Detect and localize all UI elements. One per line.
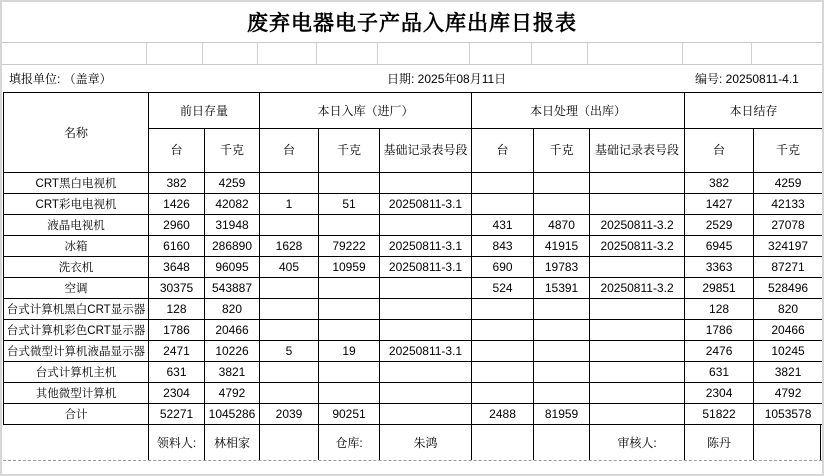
value-cell[interactable]	[534, 173, 590, 194]
value-cell[interactable]: 81959	[534, 404, 590, 425]
value-cell[interactable]: 1	[260, 194, 319, 215]
table-row	[4, 320, 823, 341]
value-cell[interactable]: 4870	[534, 215, 590, 236]
value-cell[interactable]: 4792	[754, 383, 823, 404]
value-cell[interactable]	[534, 341, 590, 362]
value-cell[interactable]	[472, 383, 534, 404]
value-cell[interactable]	[534, 299, 590, 320]
value-cell[interactable]: 524	[472, 278, 534, 299]
value-cell[interactable]	[260, 362, 319, 383]
value-cell[interactable]	[380, 173, 472, 194]
value-cell[interactable]: 2304	[149, 383, 205, 404]
value-cell[interactable]	[472, 194, 534, 215]
header-group-row	[4, 93, 823, 129]
value-cell[interactable]: 820	[205, 299, 260, 320]
subheader-units[interactable]: 台	[260, 129, 319, 173]
value-cell[interactable]: 87271	[754, 257, 823, 278]
value-cell[interactable]: 324197	[754, 236, 823, 257]
value-cell[interactable]	[534, 383, 590, 404]
report-table	[3, 92, 823, 425]
table-row	[4, 299, 823, 320]
value-cell[interactable]: 431	[472, 215, 534, 236]
table-row	[4, 341, 823, 362]
value-cell[interactable]: 382	[149, 173, 205, 194]
signature-row	[3, 425, 822, 461]
value-cell[interactable]: 10245	[754, 341, 823, 362]
value-cell[interactable]: 2039	[260, 404, 319, 425]
value-cell[interactable]: 19	[319, 341, 380, 362]
spacer-cell	[147, 43, 203, 64]
value-cell[interactable]	[590, 341, 685, 362]
value-cell[interactable]	[260, 173, 319, 194]
header-name[interactable]: 名称	[4, 93, 149, 173]
subheader-kg[interactable]: 千克	[319, 129, 380, 173]
value-cell[interactable]: 3363	[685, 257, 754, 278]
spacer-cell	[683, 43, 752, 64]
signature-empty-cell	[753, 425, 821, 460]
value-cell[interactable]: 843	[472, 236, 534, 257]
value-cell[interactable]	[534, 362, 590, 383]
spacer-cell	[258, 43, 317, 64]
value-cell[interactable]	[380, 320, 472, 341]
value-cell[interactable]: 20250811-3.1	[380, 257, 472, 278]
warehouse-label[interactable]: 仓库:	[318, 425, 379, 460]
value-cell[interactable]	[472, 362, 534, 383]
product-name-cell[interactable]: 液晶电视机	[4, 215, 149, 236]
table-row	[4, 194, 823, 215]
value-cell[interactable]: 20250811-3.2	[590, 215, 685, 236]
value-cell[interactable]	[319, 215, 380, 236]
value-cell[interactable]: 10226	[205, 341, 260, 362]
product-name-cell[interactable]: 台式微型计算机液晶显示器	[4, 341, 149, 362]
value-cell[interactable]: 820	[754, 299, 823, 320]
subheader-record-range[interactable]: 基础记录表号段	[590, 129, 685, 173]
value-cell[interactable]: 30375	[149, 278, 205, 299]
value-cell[interactable]	[590, 173, 685, 194]
value-cell[interactable]	[319, 173, 380, 194]
reporting-unit-label[interactable]: 填报单位: （盖章）	[9, 72, 112, 86]
value-cell[interactable]: 3821	[205, 362, 260, 383]
subheader-units[interactable]: 台	[472, 129, 534, 173]
value-cell[interactable]	[380, 299, 472, 320]
value-cell[interactable]: 5	[260, 341, 319, 362]
value-cell[interactable]: 20250811-3.2	[590, 236, 685, 257]
value-cell[interactable]: 631	[685, 362, 754, 383]
value-cell[interactable]: 51	[319, 194, 380, 215]
value-cell[interactable]: 41915	[534, 236, 590, 257]
product-name-cell[interactable]: 台式计算机黑白CRT显示器	[4, 299, 149, 320]
value-cell[interactable]	[260, 278, 319, 299]
signature-empty-cell	[533, 425, 589, 460]
value-cell[interactable]	[260, 320, 319, 341]
spacer-cell	[752, 43, 820, 64]
value-cell[interactable]: 3648	[149, 257, 205, 278]
value-cell[interactable]	[380, 362, 472, 383]
value-cell[interactable]: 19783	[534, 257, 590, 278]
gridline-spacer-row	[2, 43, 822, 65]
value-cell[interactable]: 631	[149, 362, 205, 383]
value-cell[interactable]: 20250811-3.1	[380, 236, 472, 257]
value-cell[interactable]: 20250811-3.1	[380, 341, 472, 362]
table-row	[4, 278, 823, 299]
value-cell[interactable]: 96095	[205, 257, 260, 278]
value-cell[interactable]: 286890	[205, 236, 260, 257]
value-cell[interactable]: 2471	[149, 341, 205, 362]
value-cell[interactable]	[380, 215, 472, 236]
value-cell[interactable]	[590, 257, 685, 278]
value-cell[interactable]	[380, 404, 472, 425]
value-cell[interactable]	[590, 299, 685, 320]
report-table-body	[4, 173, 823, 425]
value-cell[interactable]	[534, 320, 590, 341]
report-number[interactable]: 编号: 20250811-4.1	[695, 72, 799, 86]
value-cell[interactable]: 382	[685, 173, 754, 194]
value-cell[interactable]: 2960	[149, 215, 205, 236]
value-cell[interactable]: 20250811-3.2	[590, 278, 685, 299]
value-cell[interactable]: 2488	[472, 404, 534, 425]
product-name-cell[interactable]: 空调	[4, 278, 149, 299]
signature-empty-cell	[471, 425, 533, 460]
value-cell[interactable]: 52271	[149, 404, 205, 425]
subheader-units[interactable]: 台	[685, 129, 754, 173]
header-group-ending-stock[interactable]: 本日结存	[685, 93, 823, 129]
value-cell[interactable]: 10959	[319, 257, 380, 278]
value-cell[interactable]: 690	[472, 257, 534, 278]
value-cell[interactable]	[260, 299, 319, 320]
value-cell[interactable]: 42082	[205, 194, 260, 215]
value-cell[interactable]: 2529	[685, 215, 754, 236]
value-cell[interactable]	[472, 299, 534, 320]
value-cell[interactable]: 31948	[205, 215, 260, 236]
value-cell[interactable]	[319, 299, 380, 320]
value-cell[interactable]	[534, 194, 590, 215]
value-cell[interactable]	[472, 173, 534, 194]
signature-empty-cell	[259, 425, 318, 460]
title-row	[2, 2, 822, 43]
value-cell[interactable]: 1045286	[205, 404, 260, 425]
value-cell[interactable]: 128	[149, 299, 205, 320]
value-cell[interactable]: 1786	[685, 320, 754, 341]
value-cell[interactable]	[319, 320, 380, 341]
value-cell[interactable]: 1786	[149, 320, 205, 341]
value-cell[interactable]: 20250811-3.1	[380, 194, 472, 215]
value-cell[interactable]: 42133	[754, 194, 823, 215]
table-row	[4, 173, 823, 194]
value-cell[interactable]: 2476	[685, 341, 754, 362]
header-group-previous-stock[interactable]: 前日存量	[149, 93, 260, 129]
spacer-cell	[317, 43, 378, 64]
value-cell[interactable]: 405	[260, 257, 319, 278]
value-cell[interactable]	[260, 383, 319, 404]
value-cell[interactable]: 79222	[319, 236, 380, 257]
subheader-kg[interactable]: 千克	[754, 129, 823, 173]
table-row	[4, 215, 823, 236]
subheader-kg[interactable]: 千克	[205, 129, 260, 173]
value-cell[interactable]	[590, 362, 685, 383]
spacer-cell	[470, 43, 532, 64]
product-name-cell[interactable]: CRT黑白电视机	[4, 173, 149, 194]
value-cell[interactable]: 1628	[260, 236, 319, 257]
value-cell[interactable]: 2304	[685, 383, 754, 404]
product-name-cell[interactable]: 台式计算机彩色CRT显示器	[4, 320, 149, 341]
value-cell[interactable]: 29851	[685, 278, 754, 299]
value-cell[interactable]: 15391	[534, 278, 590, 299]
value-cell[interactable]	[260, 215, 319, 236]
value-cell[interactable]	[590, 194, 685, 215]
info-row	[2, 65, 822, 92]
table-row	[4, 404, 823, 425]
product-name-cell[interactable]: 台式计算机主机	[4, 362, 149, 383]
spacer-cell	[2, 43, 147, 64]
table-row	[4, 362, 823, 383]
value-cell[interactable]	[472, 320, 534, 341]
header-group-outbound[interactable]: 本日处理（出库）	[472, 93, 685, 129]
value-cell[interactable]	[590, 404, 685, 425]
report-date[interactable]: 日期: 2025年08月11日	[387, 72, 507, 86]
table-row	[4, 236, 823, 257]
value-cell[interactable]: 4792	[205, 383, 260, 404]
value-cell[interactable]: 27078	[754, 215, 823, 236]
value-cell[interactable]	[380, 278, 472, 299]
subheader-units[interactable]: 台	[149, 129, 205, 173]
value-cell[interactable]: 1426	[149, 194, 205, 215]
product-name-cell[interactable]: CRT彩电电视机	[4, 194, 149, 215]
product-name-cell[interactable]: 合计	[4, 404, 149, 425]
header-group-inbound[interactable]: 本日入库（进厂）	[260, 93, 472, 129]
auditor-name[interactable]: 陈丹	[684, 425, 753, 460]
table-row	[4, 257, 823, 278]
table-row	[4, 383, 823, 404]
value-cell[interactable]: 528496	[754, 278, 823, 299]
signature-empty-cell	[3, 425, 148, 460]
value-cell[interactable]: 6945	[685, 236, 754, 257]
page-title[interactable]: 废弃电器电子产品入库出库日报表	[247, 11, 577, 35]
value-cell[interactable]: 6160	[149, 236, 205, 257]
spacer-cell	[532, 43, 588, 64]
value-cell[interactable]: 51822	[685, 404, 754, 425]
subheader-kg[interactable]: 千克	[534, 129, 590, 173]
spacer-cell	[588, 43, 683, 64]
value-cell[interactable]: 3821	[754, 362, 823, 383]
value-cell[interactable]	[380, 383, 472, 404]
value-cell[interactable]: 90251	[319, 404, 380, 425]
value-cell[interactable]	[319, 383, 380, 404]
value-cell[interactable]: 1427	[685, 194, 754, 215]
value-cell[interactable]: 543887	[205, 278, 260, 299]
product-name-cell[interactable]: 冰箱	[4, 236, 149, 257]
product-name-cell[interactable]: 其他微型计算机	[4, 383, 149, 404]
value-cell[interactable]: 128	[685, 299, 754, 320]
product-name-cell[interactable]: 洗衣机	[4, 257, 149, 278]
value-cell[interactable]	[590, 383, 685, 404]
value-cell[interactable]	[319, 278, 380, 299]
value-cell[interactable]: 1053578	[754, 404, 823, 425]
value-cell[interactable]: 20466	[205, 320, 260, 341]
preparer-label[interactable]: 领料人:	[148, 425, 204, 460]
subheader-record-range[interactable]: 基础记录表号段	[380, 129, 472, 173]
value-cell[interactable]: 4259	[205, 173, 260, 194]
value-cell[interactable]	[319, 362, 380, 383]
value-cell[interactable]: 20466	[754, 320, 823, 341]
preparer-name[interactable]: 林相家	[204, 425, 259, 460]
warehouse-name[interactable]: 朱鸿	[379, 425, 471, 460]
value-cell[interactable]	[472, 341, 534, 362]
auditor-label[interactable]: 审核人:	[589, 425, 684, 460]
value-cell[interactable]: 4259	[754, 173, 823, 194]
spacer-cell	[203, 43, 258, 64]
value-cell[interactable]	[590, 320, 685, 341]
spacer-cell	[378, 43, 470, 64]
